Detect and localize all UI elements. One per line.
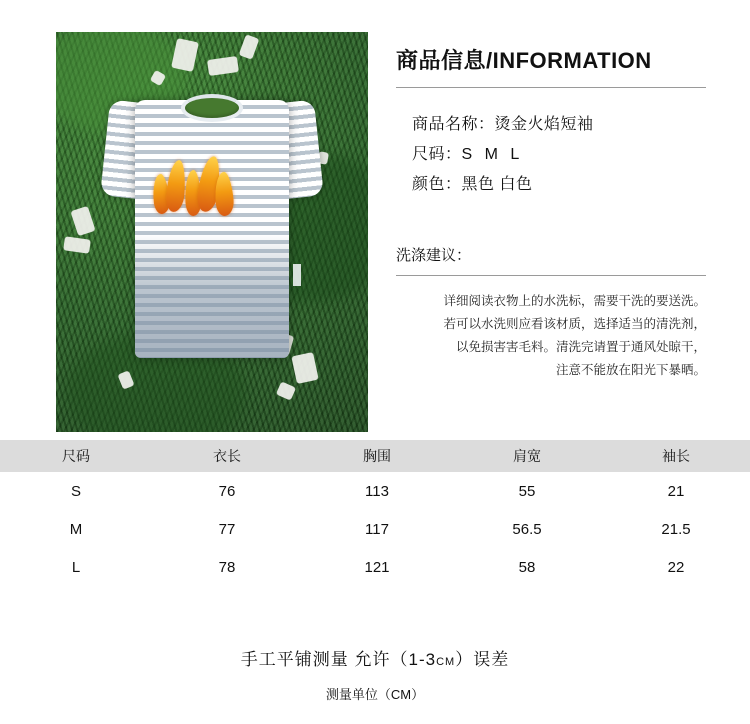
wash-line: 注意不能放在阳光下暴晒。	[555, 363, 706, 377]
size-table	[0, 440, 750, 586]
measurement-note-main	[0, 645, 750, 670]
cell-shoulder: 56.5	[512, 520, 542, 538]
table-row	[0, 548, 750, 586]
info-label-color: 颜色：	[412, 176, 462, 193]
wash-instructions	[396, 276, 706, 382]
note-pre: 手工平铺测量 允许（1-3	[240, 650, 437, 669]
table-row	[0, 472, 750, 510]
header-bust: 胸围	[363, 448, 391, 464]
tshirt-body	[135, 100, 289, 358]
tshirt-hem-tag	[293, 264, 301, 286]
info-row-name	[412, 110, 706, 140]
cell-bust: 113	[365, 482, 389, 500]
header-size: 尺码	[62, 448, 90, 464]
flame-print	[151, 156, 237, 218]
info-value-color: 黑色 白色	[461, 176, 533, 193]
cell-size: M	[69, 520, 83, 538]
cell-size: S	[70, 482, 81, 500]
wash-line: 详细阅读衣物上的水洗标，需要干洗的要送洗。	[443, 294, 706, 308]
info-value-name: 烫金火焰短袖	[494, 116, 594, 133]
information-panel	[396, 44, 706, 382]
cell-size: L	[71, 558, 81, 576]
measurement-note	[0, 645, 750, 703]
table-row	[0, 510, 750, 548]
info-row-color	[412, 170, 706, 200]
cell-length: 78	[218, 558, 236, 576]
photo-canvas	[56, 32, 368, 432]
tshirt-collar	[181, 94, 243, 122]
information-title: 商品信息/INFORMATION	[396, 48, 652, 73]
info-value-size: S M L	[461, 146, 524, 163]
cell-bust: 117	[365, 520, 389, 538]
note-post: ）误差	[455, 650, 510, 669]
info-label-name: 商品名称：	[412, 116, 495, 133]
cell-length: 76	[218, 482, 236, 500]
wash-line: 若可以水洗则应看该材质，选择适当的清洗剂，	[443, 317, 706, 331]
info-label-size: 尺码：	[412, 146, 462, 163]
size-table-header	[0, 440, 750, 472]
header-shoulder: 肩宽	[513, 448, 541, 464]
wash-heading: 洗涤建议：	[396, 247, 472, 264]
cell-sleeve: 21	[667, 482, 685, 500]
information-rows	[396, 88, 706, 200]
tshirt-graphic	[105, 88, 319, 358]
info-row-size	[412, 140, 706, 170]
cell-sleeve: 21.5	[661, 520, 691, 538]
cell-shoulder: 55	[518, 482, 536, 500]
header-length: 衣长	[213, 448, 241, 464]
cell-shoulder: 58	[518, 558, 536, 576]
measurement-unit-note: 测量单位（CM）	[325, 687, 425, 702]
cell-length: 77	[218, 520, 236, 538]
cell-bust: 121	[364, 558, 390, 576]
wash-line: 以免损害害毛料。清洗完请置于通风处晾干，	[455, 340, 706, 354]
cell-sleeve: 22	[667, 558, 685, 576]
flame-shape	[165, 159, 187, 212]
header-sleeve: 袖长	[662, 448, 690, 464]
note-unit: CM	[436, 656, 456, 668]
product-photo	[56, 32, 368, 432]
